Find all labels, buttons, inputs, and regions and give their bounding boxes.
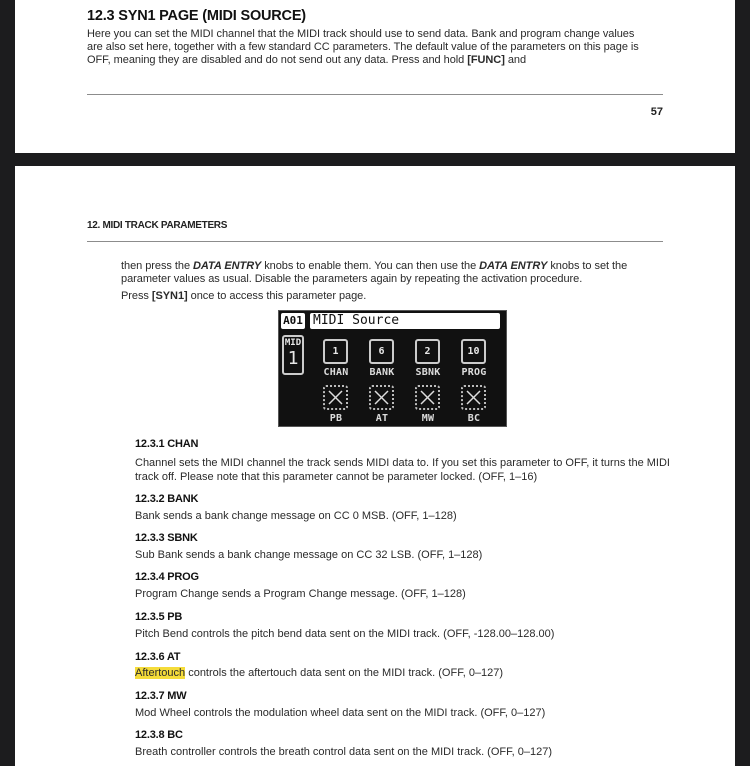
- device-screen-figure: [278, 310, 507, 427]
- track-indicator: [282, 335, 304, 375]
- knob-at-off: [369, 385, 394, 410]
- text-run: knobs to enable them. You can then use the: [261, 260, 480, 272]
- manual-page-58: [15, 166, 735, 766]
- text-run: Press: [121, 290, 152, 302]
- text-run: knobs to set the parameter values as usual. Disable the parameters again by repeating the activation procedure.: [121, 260, 628, 285]
- param-desc-pb: Pitch Bend controls the pitch bend data sent on the MIDI track. (OFF, -128.00–128.00): [135, 628, 555, 640]
- param-desc-at: [135, 666, 675, 680]
- header-rule: [87, 241, 663, 242]
- knob-label-mw: MW: [421, 413, 435, 424]
- param-desc-prog: Program Change sends a Program Change message. (OFF, 1–128): [135, 588, 466, 600]
- param-desc-bank: Bank sends a bank change message on CC 0 MSB. (OFF, 1–128): [135, 510, 457, 522]
- text-run: once to access this parameter page.: [187, 290, 367, 302]
- param-heading-at: 12.3.6 AT: [135, 651, 181, 663]
- press-instruction: [121, 290, 366, 303]
- knob-label-at: AT: [375, 413, 389, 424]
- intro-tail: and: [504, 54, 527, 66]
- knob-pb-off: [323, 385, 348, 410]
- param-heading-mw: 12.3.7 MW: [135, 690, 187, 702]
- knob-label-prog: PROG: [461, 367, 487, 378]
- knob-label-bc: BC: [467, 413, 481, 424]
- section-title: 12.3 SYN1 PAGE (MIDI SOURCE): [87, 8, 306, 24]
- knob-prog: 10: [461, 339, 486, 364]
- param-desc-bc: Breath controller controls the breath control data sent on the MIDI track. (OFF, 0–127): [135, 746, 552, 758]
- knob-label-chan: CHAN: [323, 367, 349, 378]
- disabled-x-icon: [374, 390, 389, 405]
- param-heading-sbnk: 12.3.3 SBNK: [135, 532, 198, 544]
- param-heading-chan: 12.3.1 CHAN: [135, 438, 199, 450]
- knob-label-pb: PB: [329, 413, 343, 424]
- knob-bc-off: [461, 385, 486, 410]
- intro-paragraph: [87, 28, 647, 67]
- disabled-x-icon: [420, 390, 435, 405]
- func-key: [FUNC]: [467, 54, 505, 66]
- knob-mw-off: [415, 385, 440, 410]
- pattern-indicator: A01: [281, 313, 305, 329]
- syn1-key: [SYN1]: [151, 290, 188, 302]
- manual-page-57: [15, 0, 735, 153]
- param-desc-chan: Channel sets the MIDI channel the track sends MIDI data to. If you set this parameter to OFF, it turns the MIDI track off. Please note that this parameter cannot be parameter locked. (OFF, 1–16): [135, 457, 670, 483]
- knob-label-bank: BANK: [369, 367, 395, 378]
- param-heading-prog: 12.3.4 PROG: [135, 571, 199, 583]
- param-desc-mw: Mod Wheel controls the modulation wheel data sent on the MIDI track. (OFF, 0–127): [135, 707, 546, 719]
- param-heading-pb: 12.3.5 PB: [135, 611, 183, 623]
- screen-title: MIDI Source: [310, 313, 500, 329]
- track-number: 1: [287, 348, 299, 369]
- knob-sbnk: 2: [415, 339, 440, 364]
- text-run: controls the aftertouch data sent on the MIDI track. (OFF, 0–127): [185, 667, 504, 679]
- knob-bank: 6: [369, 339, 394, 364]
- intro-text: Here you can set the MIDI channel that the MIDI track should use to send data. Bank and program change values are also set here, together with a few standard CC parameters. The default value of the parameters on this page is OFF, meaning they are disabled and do not send out any data. Press and hold: [87, 28, 639, 66]
- continuation-paragraph: [121, 260, 666, 286]
- text-run: then press the: [121, 260, 194, 272]
- track-label: MID: [284, 338, 302, 348]
- disabled-x-icon: [466, 390, 481, 405]
- param-desc-sbnk: Sub Bank sends a bank change message on CC 32 LSB. (OFF, 1–128): [135, 549, 483, 561]
- knob-label-sbnk: SBNK: [415, 367, 441, 378]
- param-heading-bank: 12.3.2 BANK: [135, 493, 199, 505]
- param-heading-bc: 12.3.8 BC: [135, 729, 183, 741]
- highlighted-term[interactable]: Aftertouch: [135, 667, 186, 679]
- disabled-x-icon: [328, 390, 343, 405]
- data-entry-term: DATA ENTRY: [479, 260, 548, 272]
- page-number: 57: [650, 106, 663, 118]
- knob-chan: 1: [323, 339, 348, 364]
- running-head: 12. MIDI TRACK PARAMETERS: [87, 220, 228, 231]
- data-entry-term: DATA ENTRY: [193, 260, 262, 272]
- footer-rule: [87, 94, 663, 95]
